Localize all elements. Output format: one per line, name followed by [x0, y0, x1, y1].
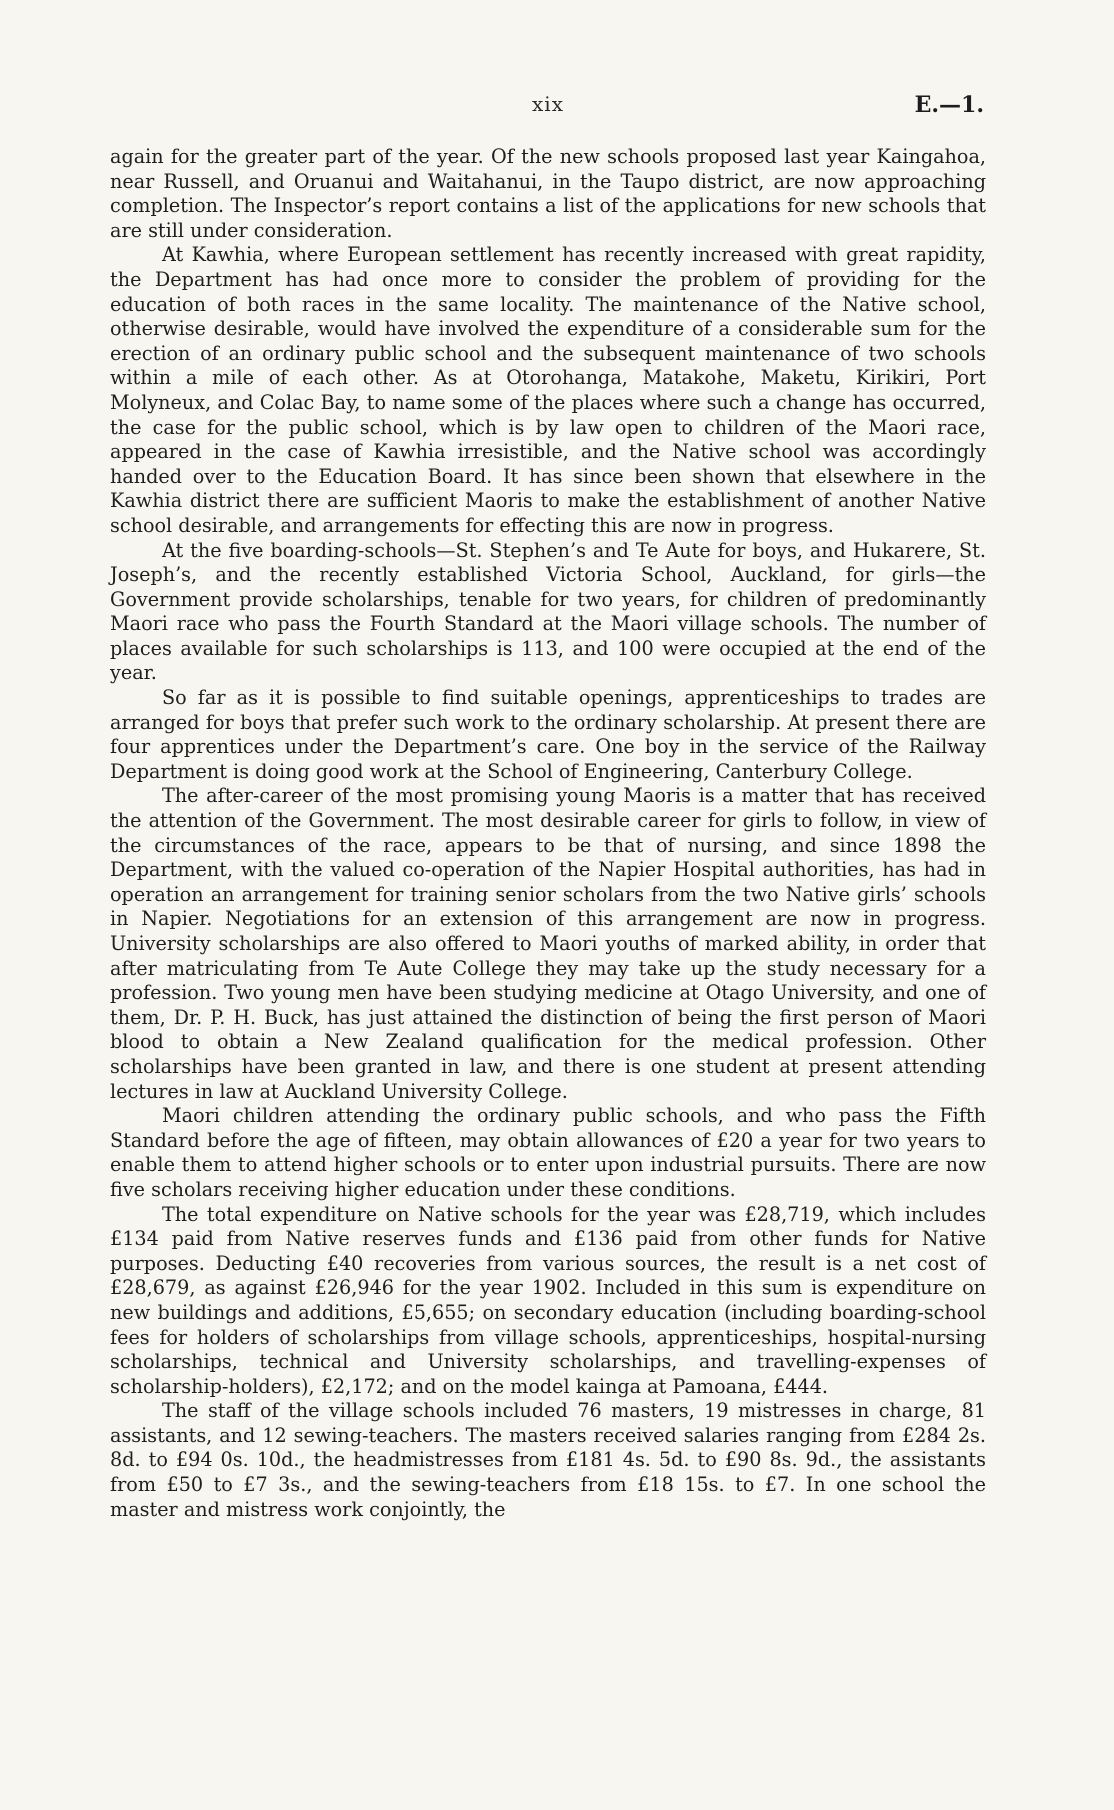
body-text [110, 145, 986, 1522]
paragraph-boarding-schools: At the five boarding-schools—St. Stephen’s and Te Aute for boys, and Hukarere, St. Joseph’s, and the recently established Victoria School, Auckland, for girls—the Government provide scholarships, tenable for two years, for children of predominantly Maori race who pass the Fourth Standard at the Maori village schools. The number of places available for such scholarships is 113, and 100 were occupied at the end of the year. [110, 538, 986, 685]
paragraph-after-career: The after-career of the most promising young Maoris is a matter that has received the attention of the Government. The most desirable career for girls to follow, in view of the circumstances of the race, appears to be that of nursing, and since 1898 the Department, with the valued co-operation of the Napier Hospital authorities, has had in operation an arrangement for training senior scholars from the two Native girls’ schools in Napier. Negotiations for an extension of this arrangement are now in progress. University scholarships are also offered to Maori youths of marked ability, in order that after matriculating from Te Aute College they may take up the study necessary for a profession. Two young men have been studying medicine at Otago University, and one of them, Dr. P. H. Buck, has just attained the distinction of being the first person of Maori blood to obtain a New Zealand qualification for the medical profession. Other scholarships have been granted in law, and there is one student at present attending lectures in law at Auckland University College. [110, 784, 986, 1103]
report-code: E.—1. [914, 92, 984, 118]
page-header [112, 92, 984, 122]
paragraph-expenditure: The total expenditure on Native schools for the year was £28,719, which includes £134 paid from Native reserves funds and £136 paid from other funds for Native purposes. Deducting £40 recoveries from various sources, the result is a net cost of £28,679, as against £26,946 for the year 1902. Included in this sum is expenditure on new buildings and additions, £5,655; on secondary education (including boarding-school fees for holders of scholarships from village schools, apprenticeships, hospital-nursing scholarships, technical and University scholarships, and travelling-expenses of scholarship-holders), £2,172; and on the model kainga at Pamoana, £444. [110, 1202, 986, 1398]
paragraph-staff: The staff of the village schools included 76 masters, 19 mistresses in charge, 81 assistants, and 12 sewing-teachers. The masters received salaries ranging from £284 2s. 8d. to £94 0s. 10d., the headmistresses from £181 4s. 5d. to £90 8s. 9d., the assistants from £50 to £7 3s., and the sewing-teachers from £18 15s. to £7. In one school the master and mistress work conjointly, the [110, 1399, 986, 1521]
paragraph-allowances: Maori children attending the ordinary public schools, and who pass the Fifth Standard before the age of fifteen, may obtain allowances of £20 a year for two years to enable them to attend higher schools or to enter upon industrial pursuits. There are now five scholars receiving higher education under these conditions. [110, 1104, 986, 1201]
paragraph-kawhia: At Kawhia, where European settlement has recently increased with great rapidity, the Department has had once more to consider the problem of providing for the education of both races in the same locality. The maintenance of the Native school, otherwise desirable, would have involved the expenditure of a considerable sum for the erection of an ordinary public school and the subsequent maintenance of two schools within a mile of each other. As at Otorohanga, Matakohe, Maketu, Kirikiri, Port Molyneux, and Colac Bay, to name some of the places where such a change has occurred, the case for the public school, which is by law open to children of the Maori race, appeared in the case of Kawhia irresistible, and the Native school was accordingly handed over to the Education Board. It has since been shown that elsewhere in the Kawhia district there are sufficient Maoris to make the establishment of another Native school desirable, and arrangements for effecting this are now in progress. [110, 243, 986, 537]
page-number: xix [532, 92, 564, 116]
paragraph-apprenticeships: So far as it is possible to find suitable openings, apprenticeships to trades are arranged for boys that prefer such work to the ordinary scholarship. At present there are four apprentices under the Department’s care. One boy in the service of the Railway Department is doing good work at the School of Engineering, Canterbury College. [110, 686, 986, 783]
paragraph-1-continuation: again for the greater part of the year. Of the new schools proposed last year Kaingahoa, near Russell, and Oruanui and Waitahanui, in the Taupo district, are now approaching completion. The Inspector’s report contains a list of the applications for new schools that are still under consideration. [110, 145, 986, 242]
